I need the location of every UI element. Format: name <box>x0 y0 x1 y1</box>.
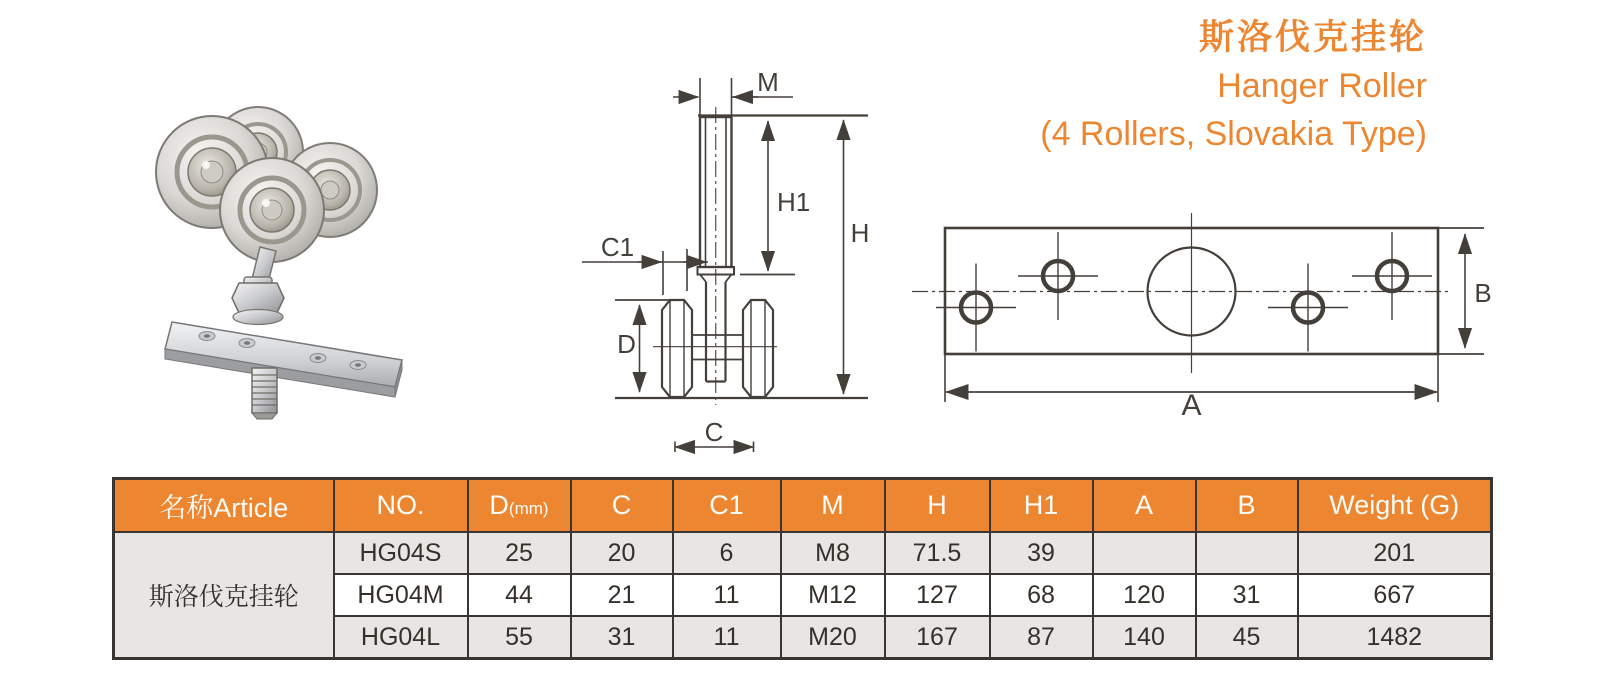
dim-label-c: C <box>704 417 724 447</box>
cell-r0-weight: 201 <box>1298 532 1492 574</box>
cell-r1-weight: 667 <box>1298 574 1492 616</box>
cell-r2-h: 167 <box>885 616 990 659</box>
cell-r1-c: 21 <box>571 574 673 616</box>
cell-r2-c: 31 <box>571 616 673 659</box>
cell-r0-c: 20 <box>571 532 673 574</box>
dim-label-m: M <box>757 67 779 97</box>
product-title-zh: 斯洛伐克挂轮 <box>1198 18 1427 57</box>
column-header-weight: Weight (G) <box>1298 479 1492 533</box>
cell-r2-c1: 11 <box>673 616 781 659</box>
technical-drawing-side-view <box>580 55 880 470</box>
dim-label-h: H <box>850 218 870 248</box>
cell-r1-no: HG04M <box>334 574 468 616</box>
column-header-article: 名称Article <box>114 479 334 533</box>
dim-label-a: A <box>1181 389 1202 420</box>
cell-r0-h1: 39 <box>990 532 1093 574</box>
dim-label-d: D <box>617 329 636 359</box>
column-header-c: C <box>571 479 673 533</box>
dim-label-c1: C1 <box>600 232 635 262</box>
column-header-h1: H1 <box>990 479 1093 533</box>
threaded-stud <box>252 368 277 419</box>
cell-r1-h1: 68 <box>990 574 1093 616</box>
cell-r2-a: 140 <box>1093 616 1196 659</box>
cell-r2-no: HG04L <box>334 616 468 659</box>
cell-r2-m: M20 <box>781 616 885 659</box>
table-row-hg04s <box>114 532 1492 574</box>
column-header-b: B <box>1196 479 1298 533</box>
product-title-block <box>1040 14 1427 158</box>
product-title-en: Hanger Roller <box>1217 67 1427 105</box>
cell-r0-h: 71.5 <box>885 532 990 574</box>
roller-front-right <box>220 158 324 262</box>
cell-r0-c1: 6 <box>673 532 781 574</box>
cell-r1-a: 120 <box>1093 574 1196 616</box>
column-header-d: D(mm) <box>468 479 571 533</box>
cell-r0-a <box>1093 532 1196 574</box>
cell-r2-b: 45 <box>1196 616 1298 659</box>
column-header-a: A <box>1093 479 1196 533</box>
dim-label-b: B <box>1474 278 1492 308</box>
hex-nut <box>232 283 284 313</box>
cell-r0-b <box>1196 532 1298 574</box>
technical-drawing-plate-top-view <box>900 195 1510 420</box>
column-header-no: NO. <box>334 479 468 533</box>
cell-r0-no: HG04S <box>334 532 468 574</box>
dim-label-h1: H1 <box>777 187 811 217</box>
spec-table-header-row <box>114 479 1492 533</box>
cell-r2-d: 55 <box>468 616 571 659</box>
cell-r1-m: M12 <box>781 574 885 616</box>
cell-r1-c1: 11 <box>673 574 781 616</box>
column-header-d-unit: (mm) <box>508 499 549 518</box>
cell-r2-h1: 87 <box>990 616 1093 659</box>
column-header-h: H <box>885 479 990 533</box>
cell-r0-m: M8 <box>781 532 885 574</box>
cell-r1-h: 127 <box>885 574 990 616</box>
washer <box>233 310 283 325</box>
spec-table <box>112 477 1493 660</box>
product-photo <box>120 85 460 425</box>
product-title-subtitle: (4 Rollers, Slovakia Type) <box>1040 115 1427 153</box>
column-header-m: M <box>781 479 885 533</box>
cell-r1-b: 31 <box>1196 574 1298 616</box>
cell-article-name: 斯洛伐克挂轮 <box>114 532 334 659</box>
cell-r2-weight: 1482 <box>1298 616 1492 659</box>
column-header-c1: C1 <box>673 479 781 533</box>
cell-r0-d: 25 <box>468 532 571 574</box>
cell-r1-d: 44 <box>468 574 571 616</box>
